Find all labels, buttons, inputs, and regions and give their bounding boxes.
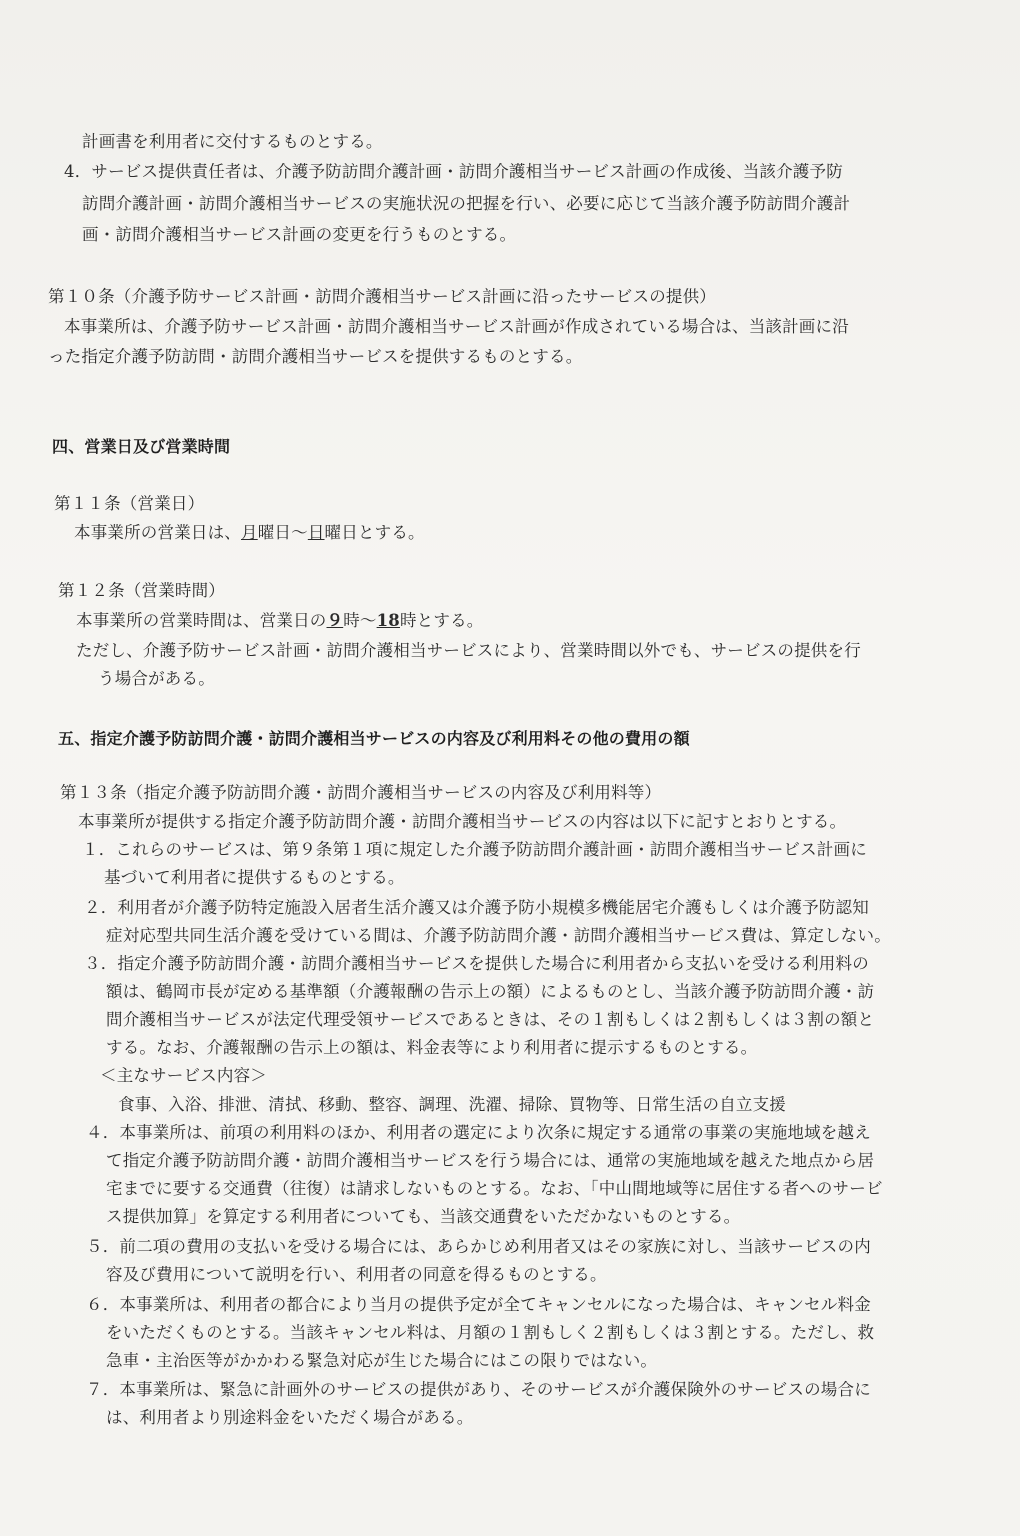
text: 時～ [343,611,377,630]
list-item-continued: 急車・主治医等がかかわる緊急対応が生じた場合にはこの限りではない。 [106,1351,658,1370]
start-hour: ９ [326,611,344,630]
list-item-2: ２．利用者が介護予防特定施設入居者生活介護又は介護予防小規模多機能居宅介護もしくは介護予防認知 [84,898,869,917]
paragraph-line: う場合がある。 [98,669,215,688]
list-item-continued: は、利用者より別途料金をいただく場合がある。 [106,1408,474,1427]
list-item-continued: をいただくものとする。当該キャンセル料は、月額の１割もしく２割もしくは３割とする。ただし、救 [106,1323,875,1342]
list-item-continued: 宅までに要する交通費（往復）は請求しないものとする。なお、「中山間地域等に居住する者へのサービ [106,1179,883,1198]
paragraph-line: ただし、介護予防サービス計画・訪問介護相当サービスにより、営業時間以外でも、サービスの提供を行 [76,641,861,660]
business-hours-line [76,607,483,634]
article-13-title: 第１３条（指定介護予防訪問介護・訪問介護相当サービスの内容及び利用料等） [60,783,662,802]
article-12-title: 第１２条（営業時間） [58,581,225,600]
list-item-continued: 額は、鶴岡市長が定める基準額（介護報酬の告示上の額）によるものとし、当該介護予防訪問介護・訪 [106,982,875,1001]
list-item-continued: ス提供加算」を算定する利用者についても、当該交通費をいただかないものとする。 [106,1207,741,1226]
end-day: 日 [307,523,325,542]
list-item-continued: て指定介護予防訪問介護・訪問介護相当サービスを行う場合には、通常の実施地域を越えた地点から居 [106,1151,875,1170]
paragraph-line: った指定介護予防訪問・訪問介護相当サービスを提供するものとする。 [48,347,583,366]
list-item-continued: 基づいて利用者に提供するものとする。 [104,868,405,887]
list-item-continued: 症対応型共同生活介護を受けている間は、介護予防訪問介護・訪問介護相当サービス費は、算定しない。 [106,926,891,945]
paragraph-line: 画・訪問介護相当サービス計画の変更を行うものとする。 [82,225,517,244]
list-item-4: 4．サービス提供責任者は、介護予防訪問介護計画・訪問介護相当サービス計画の作成後、当該介護予防 [64,162,843,181]
list-item-6: ６．本事業所は、利用者の都合により当月の提供予定が全てキャンセルになった場合は、キャンセル料金 [86,1295,871,1314]
article-10-title: 第１０条（介護予防サービス計画・訪問介護相当サービス計画に沿ったサービスの提供） [48,287,716,306]
text: 本事業所の営業時間は、営業日の [76,611,327,630]
text: 本事業所の営業日は、 [74,523,241,542]
paragraph-line: 本事業所が提供する指定介護予防訪問介護・訪問介護相当サービスの内容は以下に記すとおりとする。 [78,812,847,831]
paragraph-line: 計画書を利用者に交付するものとする。 [82,132,383,151]
list-item-1: １．これらのサービスは、第９条第１項に規定した介護予防訪問介護計画・訪問介護相当サービス計画に [82,840,867,859]
list-item-7: ７．本事業所は、緊急に計画外のサービスの提供があり、そのサービスが介護保険外のサービスの場合に [86,1380,871,1399]
services-list: 食事、入浴、排泄、清拭、移動、整容、調理、洗濯、掃除、買物等、日常生活の自立支援 [118,1095,786,1114]
list-item-4: ４．本事業所は、前項の利用料のほか、利用者の選定により次条に規定する通常の事業の実施地域を越え [86,1123,871,1142]
services-heading: ＜主なサービス内容＞ [100,1066,267,1085]
business-days-line [74,519,425,546]
list-item-5: ５．前二項の費用の支払いを受ける場合には、あらかじめ利用者又はその家族に対し、当該サービスの内 [86,1237,871,1256]
end-hour: 18 [376,611,400,630]
list-item-continued: 問介護相当サービスが法定代理受領サービスであるときは、その１割もしくは２割もしくは３割の額と [106,1010,875,1029]
section-5-heading: 五、指定介護予防訪問介護・訪問介護相当サービスの内容及び利用料その他の費用の額 [58,729,690,748]
article-11-title: 第１１条（営業日） [54,494,205,513]
start-day: 月 [241,523,258,542]
paragraph-line: 本事業所は、介護予防サービス計画・訪問介護相当サービス計画が作成されている場合は、当該計画に沿 [64,317,849,336]
text: 曜日～ [257,523,308,542]
list-item-3: ３．指定介護予防訪問介護・訪問介護相当サービスを提供した場合に利用者から支払いを受ける利用料の [84,954,869,973]
list-item-continued: する。なお、介護報酬の告示上の額は、料金表等により利用者に提示するものとする。 [106,1038,758,1057]
section-4-heading: 四、営業日及び営業時間 [52,437,231,456]
text: 曜日とする。 [324,523,425,542]
list-item-continued: 容及び費用について説明を行い、利用者の同意を得るものとする。 [106,1265,607,1284]
paragraph-line: 訪問介護計画・訪問介護相当サービスの実施状況の把握を行い、必要に応じて当該介護予防訪問介護計 [82,194,851,213]
text: 時とする。 [399,611,484,630]
